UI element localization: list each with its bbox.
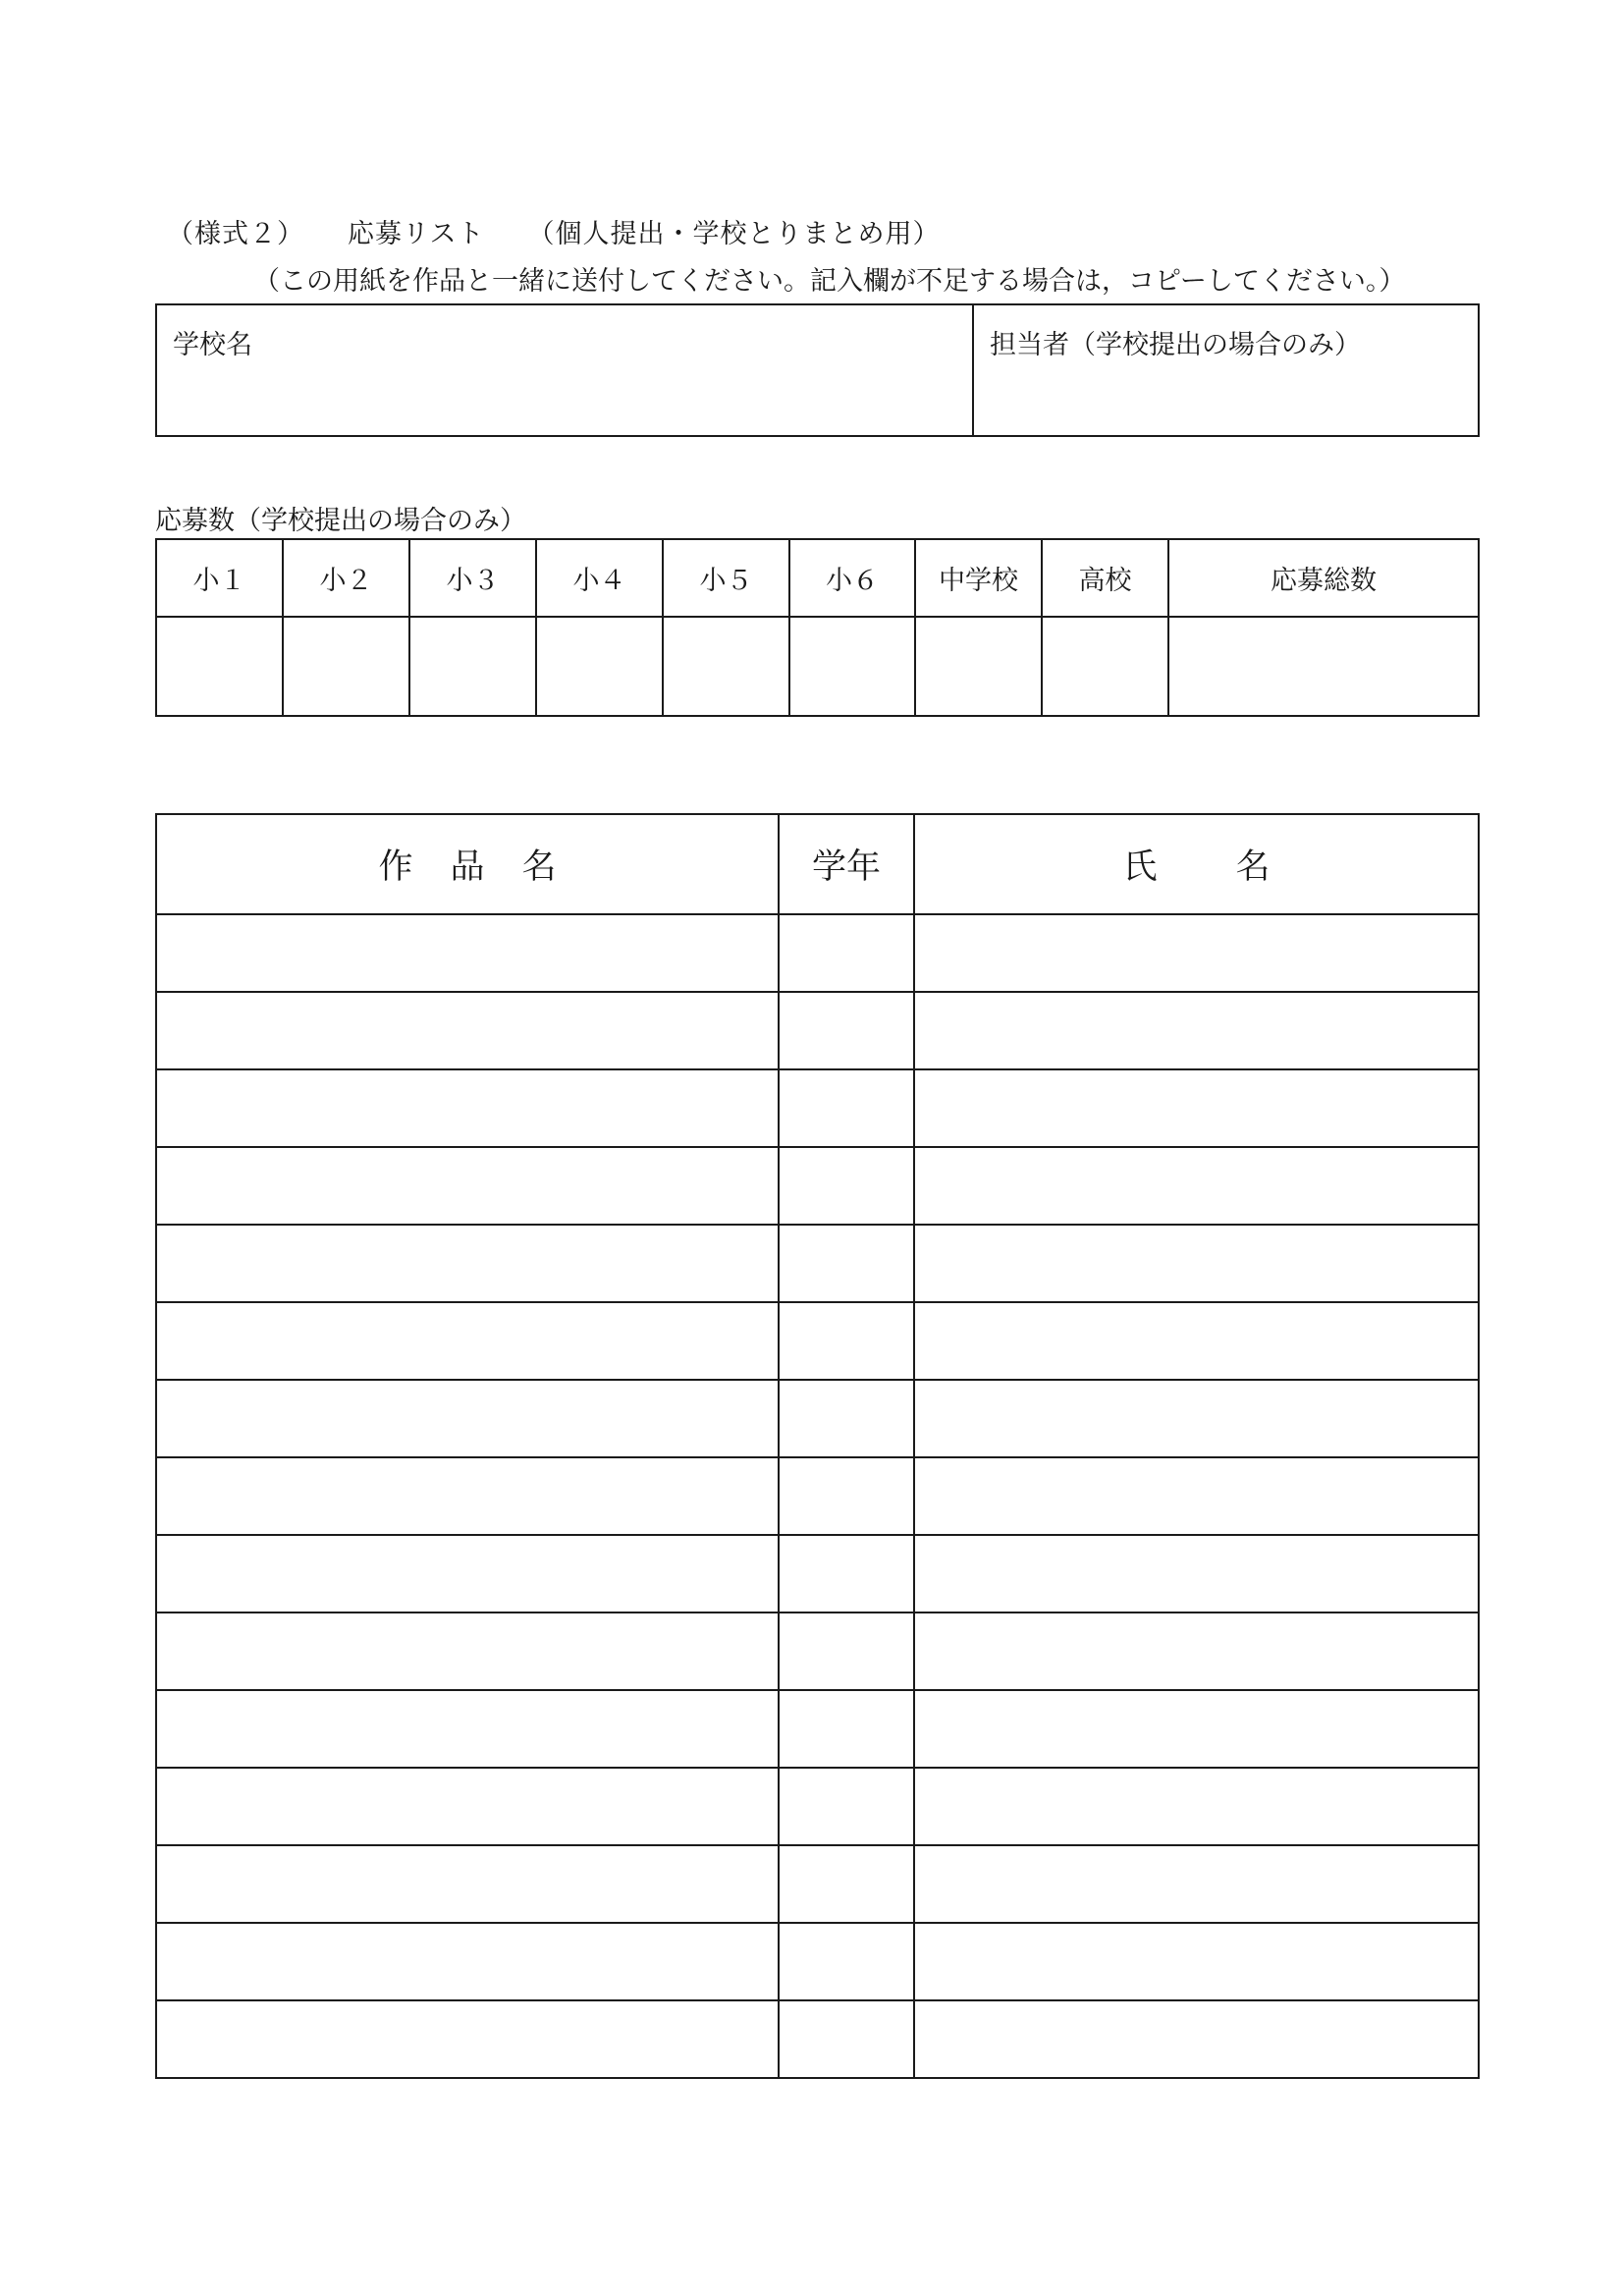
work-title-cell[interactable] [156, 1535, 779, 1613]
count-cell-high-school[interactable] [1042, 617, 1168, 716]
work-title-cell[interactable] [156, 1069, 779, 1147]
student-name-cell[interactable] [914, 992, 1479, 1069]
entries-header-grade [779, 814, 914, 914]
instruction-text: （この用紙を作品と一緒に送付してください。記入欄が不足する場合は，コピーしてください。） [253, 266, 1406, 297]
contact-person-field[interactable] [973, 304, 1479, 436]
student-name-cell[interactable] [914, 1380, 1479, 1457]
table-row [156, 1845, 1479, 1923]
grade-cell[interactable] [779, 1613, 914, 1690]
count-cell-junior-high[interactable] [915, 617, 1042, 716]
grade-cell[interactable] [779, 1845, 914, 1923]
grade-cell[interactable] [779, 2000, 914, 2078]
grade-cell[interactable] [779, 914, 914, 992]
count-caption: 応募数（学校提出の場合のみ） [155, 506, 526, 536]
student-name-label: 氏名 [1122, 847, 1349, 887]
count-header-grade4: 小４ [536, 539, 663, 617]
count-header-grade1: 小１ [156, 539, 283, 617]
count-cell-grade4[interactable] [536, 617, 663, 716]
count-header-high-school: 高校 [1042, 539, 1168, 617]
table-row [156, 1613, 1479, 1690]
count-header-grade3: 小３ [409, 539, 536, 617]
count-header-total: 応募総数 [1168, 539, 1479, 617]
work-title-cell[interactable] [156, 1380, 779, 1457]
grade-cell[interactable] [779, 1225, 914, 1302]
form-subtitle: （個人提出・学校とりまとめ用） [527, 219, 941, 249]
student-name-cell[interactable] [914, 2000, 1479, 2078]
table-row [156, 1457, 1479, 1535]
entries-header-name [914, 814, 1479, 914]
work-title-cell[interactable] [156, 1690, 779, 1768]
student-name-cell[interactable] [914, 1069, 1479, 1147]
form-number: （様式２） [167, 219, 304, 249]
table-row [156, 1380, 1479, 1457]
table-row [156, 1302, 1479, 1380]
work-title-cell[interactable] [156, 1302, 779, 1380]
work-title-cell[interactable] [156, 1147, 779, 1225]
table-row [156, 1923, 1479, 2000]
table-row [156, 1225, 1479, 1302]
work-title-cell[interactable] [156, 992, 779, 1069]
count-header-grade6: 小６ [789, 539, 915, 617]
work-title-label: 作品名 [378, 847, 594, 887]
count-cell-total[interactable] [1168, 617, 1479, 716]
student-name-cell[interactable] [914, 1768, 1479, 1845]
count-cell-grade6[interactable] [789, 617, 915, 716]
grade-cell[interactable] [779, 1768, 914, 1845]
form-title: 応募リスト [348, 219, 485, 249]
work-title-cell[interactable] [156, 1613, 779, 1690]
work-title-cell[interactable] [156, 1225, 779, 1302]
student-name-cell[interactable] [914, 1225, 1479, 1302]
grade-cell[interactable] [779, 1457, 914, 1535]
entry-count-table [155, 538, 1480, 717]
school-name-label: 学校名 [173, 330, 252, 360]
work-title-cell[interactable] [156, 914, 779, 992]
table-row [156, 2000, 1479, 2078]
table-row [156, 1768, 1479, 1845]
table-row [156, 1069, 1479, 1147]
count-cell-grade2[interactable] [283, 617, 409, 716]
table-row [156, 914, 1479, 992]
student-name-cell[interactable] [914, 1690, 1479, 1768]
grade-cell[interactable] [779, 1690, 914, 1768]
school-info-table [155, 303, 1480, 437]
table-row [156, 1690, 1479, 1768]
entries-body [156, 914, 1479, 2078]
work-title-cell[interactable] [156, 1457, 779, 1535]
count-cell-grade3[interactable] [409, 617, 536, 716]
student-name-cell[interactable] [914, 914, 1479, 992]
student-name-cell[interactable] [914, 1923, 1479, 2000]
form-title-line [167, 212, 940, 250]
work-title-cell[interactable] [156, 1768, 779, 1845]
student-name-cell[interactable] [914, 1147, 1479, 1225]
table-row [156, 992, 1479, 1069]
count-header-grade5: 小５ [663, 539, 789, 617]
grade-cell[interactable] [779, 992, 914, 1069]
table-row [156, 1147, 1479, 1225]
entries-header-work-title [156, 814, 779, 914]
student-name-cell[interactable] [914, 1535, 1479, 1613]
student-name-cell[interactable] [914, 1302, 1479, 1380]
work-title-cell[interactable] [156, 1845, 779, 1923]
table-row [156, 1535, 1479, 1613]
grade-cell[interactable] [779, 1147, 914, 1225]
grade-cell[interactable] [779, 1923, 914, 2000]
grade-cell[interactable] [779, 1535, 914, 1613]
count-cell-grade1[interactable] [156, 617, 283, 716]
count-header-junior-high: 中学校 [915, 539, 1042, 617]
count-header-grade2: 小２ [283, 539, 409, 617]
contact-person-label: 担当者（学校提出の場合のみ） [990, 330, 1361, 360]
student-name-cell[interactable] [914, 1457, 1479, 1535]
entries-table [155, 813, 1480, 2079]
grade-cell[interactable] [779, 1069, 914, 1147]
work-title-cell[interactable] [156, 1923, 779, 2000]
grade-cell[interactable] [779, 1380, 914, 1457]
school-name-field[interactable] [156, 304, 973, 436]
grade-label: 学年 [811, 847, 881, 887]
count-cell-grade5[interactable] [663, 617, 789, 716]
grade-cell[interactable] [779, 1302, 914, 1380]
work-title-cell[interactable] [156, 2000, 779, 2078]
student-name-cell[interactable] [914, 1613, 1479, 1690]
student-name-cell[interactable] [914, 1845, 1479, 1923]
